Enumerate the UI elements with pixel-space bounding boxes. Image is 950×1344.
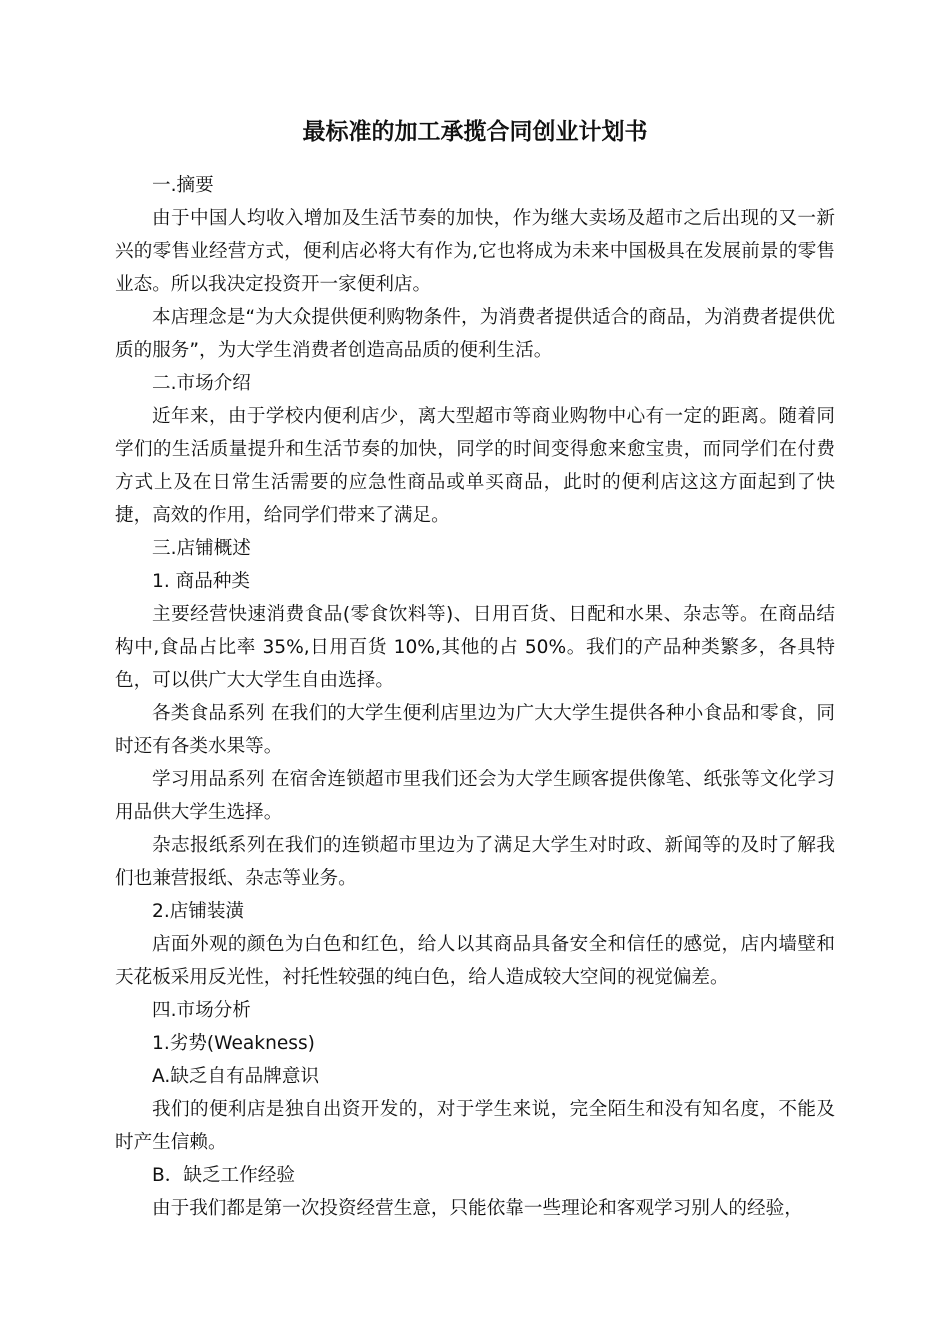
section-heading: 二.市场介绍 (152, 373, 251, 394)
paragraph: 近年来，由于学校内便利店少，离大型超市等商业购物中心有一定的距离。随着同学们的生活质量提升和生活节奏的加快，同学的时间变得愈来愈宝贵，而同学们在付费方式上及在日常生活需要的应急性商品或单买商品，此时的便利店这这方面起到了快捷，高效的作用，给同学们带来了满足。 (115, 406, 835, 526)
paragraph: 由于我们都是第一次投资经营生意，只能依靠一些理论和客观学习别人的经验， (152, 1198, 803, 1219)
paragraph: 本店理念是“为大众提供便利购物条件，为消费者提供适合的商品，为消费者提供优质的服务”，为大学生消费者创造高品质的便利生活。 (115, 307, 835, 361)
section-heading: 一.摘要 (152, 175, 214, 196)
paragraph: 由于中国人均收入增加及生活节奏的加快，作为继大卖场及超市之后出现的又一新兴的零售业经营方式，便利店必将大有作为,它也将成为未来中国极具在发展前景的零售业态。所以我决定投资开一家便利店。 (115, 208, 835, 295)
subsection-heading: 1. 商品种类 (152, 571, 251, 592)
document-title: 最标准的加工承揽合同创业计划书 (302, 119, 648, 145)
paragraph: 学习用品系列 在宿舍连锁超市里我们还会为大学生顾客提供像笔、纸张等文化学习用品供大学生选择。 (115, 769, 835, 823)
paragraph: 各类食品系列 在我们的大学生便利店里边为广大大学生提供各种小食品和零食，同时还有各类水果等。 (115, 703, 835, 757)
section-heading: 三.店铺概述 (152, 538, 251, 559)
paragraph: 主要经营快速消费食品(零食饮料等)、日用百货、日配和水果、杂志等。在商品结构中,食品占比率 35%,日用百货 10%,其他的占 50%。我们的产品种类繁多，各具特色，可以供广大大学生自由选择。 (115, 604, 835, 691)
paragraph: 杂志报纸系列在我们的连锁超市里边为了满足大学生对时政、新闻等的及时了解我们也兼营报纸、杂志等业务。 (115, 835, 835, 889)
subsection-heading: A.缺乏自有品牌意识 (152, 1066, 320, 1087)
document-body (115, 169, 835, 1225)
paragraph: 店面外观的颜色为白色和红色，给人以其商品具备安全和信任的感觉，店内墙壁和天花板采用反光性，衬托性较强的纯白色，给人造成较大空间的视觉偏差。 (115, 934, 835, 988)
subsection-heading: 1.劣势(Weakness) (152, 1033, 315, 1054)
paragraph: 我们的便利店是独自出资开发的，对于学生来说，完全陌生和没有知名度，不能及时产生信赖。 (115, 1099, 835, 1153)
subsection-heading: B．缺乏工作经验 (152, 1165, 295, 1186)
subsection-heading: 2.店铺装潢 (152, 901, 245, 922)
section-heading: 四.市场分析 (152, 1000, 251, 1021)
